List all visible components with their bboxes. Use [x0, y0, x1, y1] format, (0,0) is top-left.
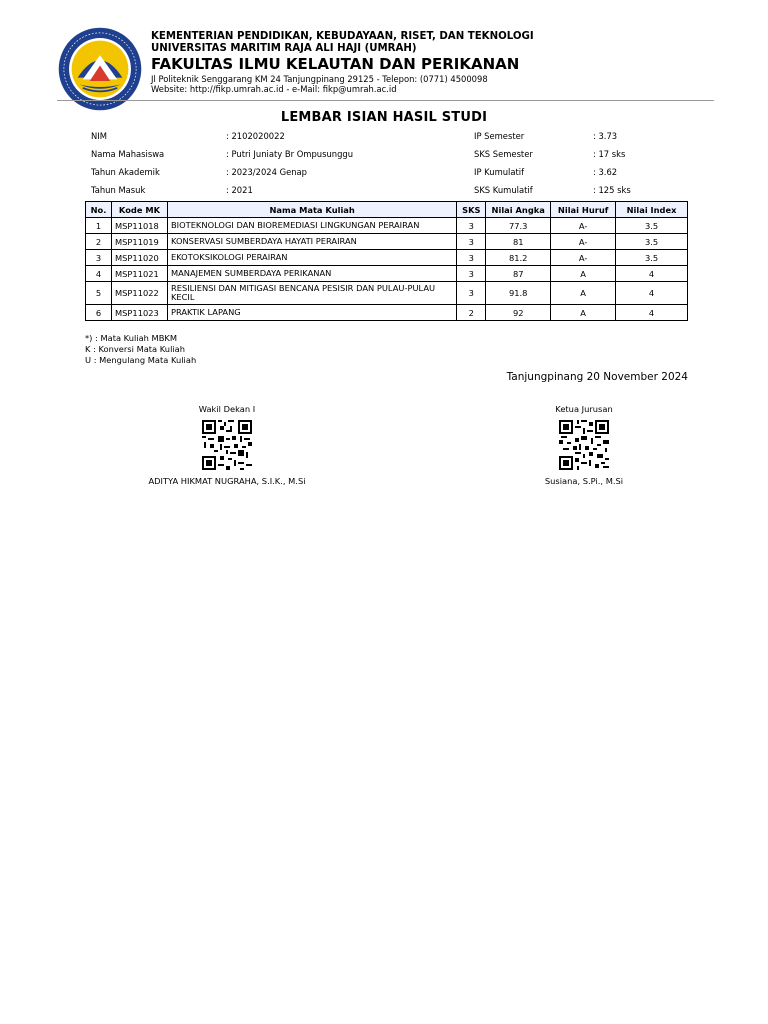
- cell-nilai-huruf: A-: [551, 234, 616, 250]
- sks-semester-value: : 17 sks: [593, 149, 626, 159]
- cell-kode-mk: MSP11019: [111, 234, 167, 250]
- website-line: Website: http://fikp.umrah.ac.id - e-Mail: fikp@umrah.ac.id: [151, 84, 397, 94]
- cell-no: 6: [86, 305, 112, 321]
- header-kode-mk: Kode MK: [111, 202, 167, 218]
- legend-notes: [85, 333, 196, 366]
- cell-nilai-angka: 77.3: [486, 218, 551, 234]
- table-row: [86, 234, 688, 250]
- name-label: Nama Mahasiswa: [91, 149, 165, 159]
- entry-year-value: : 2021: [226, 185, 253, 195]
- academic-year-value: : 2023/2024 Genap: [226, 167, 307, 177]
- grades-table: [85, 201, 688, 321]
- table-row: [86, 266, 688, 282]
- cell-nama-mata-kuliah: KONSERVASI SUMBERDAYA HAYATI PERAIRAN: [167, 234, 456, 250]
- cell-nilai-index: 4: [616, 305, 688, 321]
- cell-nilai-huruf: A-: [551, 250, 616, 266]
- sks-kumulatif-label: SKS Kumulatif: [474, 185, 533, 195]
- cell-sks: 3: [457, 218, 486, 234]
- ministry-name: KEMENTERIAN PENDIDIKAN, KEBUDAYAAN, RISET, DAN TEKNOLOGI: [151, 31, 534, 42]
- cell-kode-mk: MSP11020: [111, 250, 167, 266]
- nim-value: : 2102020022: [226, 131, 285, 141]
- signer-role-left: Wakil Dekan I: [198, 404, 256, 414]
- cell-nilai-index: 4: [616, 282, 688, 305]
- cell-kode-mk: MSP11021: [111, 266, 167, 282]
- qr-code-icon: [559, 420, 609, 470]
- note-mengulang: U : Mengulang Mata Kuliah: [85, 355, 197, 365]
- header-divider: [57, 100, 714, 101]
- cell-no: 1: [86, 218, 112, 234]
- cell-sks: 3: [457, 282, 486, 305]
- signer-name-left: ADITYA HIKMAT NUGRAHA, S.I.K., M.Si: [148, 476, 306, 486]
- cell-sks: 3: [457, 234, 486, 250]
- sks-kumulatif-value: : 125 sks: [593, 185, 631, 195]
- cell-kode-mk: MSP11023: [111, 305, 167, 321]
- cell-no: 5: [86, 282, 112, 305]
- cell-nilai-index: 4: [616, 266, 688, 282]
- header-no: No.: [86, 202, 112, 218]
- cell-nilai-angka: 87: [486, 266, 551, 282]
- student-info-left: [91, 131, 471, 201]
- cell-nilai-angka: 91.8: [486, 282, 551, 305]
- header-nilai-huruf: Nilai Huruf: [551, 202, 616, 218]
- table-header-row: [86, 202, 688, 218]
- cell-nilai-angka: 81.2: [486, 250, 551, 266]
- nim-label: NIM: [91, 131, 107, 141]
- student-info-right: [474, 131, 674, 201]
- table-row: [86, 218, 688, 234]
- place-and-date: Tanjungpinang 20 November 2024: [506, 371, 688, 383]
- name-value: : Putri Juniaty Br Ompusunggu: [226, 149, 354, 159]
- ip-kumulatif-value: : 3.62: [593, 167, 618, 177]
- qr-code-icon: [202, 420, 252, 470]
- signer-name-right: Susiana, S.Pi., M.Si: [544, 476, 624, 486]
- cell-nilai-index: 3.5: [616, 218, 688, 234]
- cell-kode-mk: MSP11022: [111, 282, 167, 305]
- cell-no: 2: [86, 234, 112, 250]
- university-name: UNIVERSITAS MARITIM RAJA ALI HAJI (UMRAH): [151, 43, 417, 54]
- cell-nilai-huruf: A: [551, 282, 616, 305]
- ip-semester-label: IP Semester: [474, 131, 525, 141]
- cell-nilai-huruf: A: [551, 305, 616, 321]
- letterhead: [151, 31, 731, 94]
- cell-nilai-angka: 81: [486, 234, 551, 250]
- cell-nilai-index: 3.5: [616, 234, 688, 250]
- table-row: [86, 282, 688, 305]
- cell-nama-mata-kuliah: PRAKTIK LAPANG: [167, 305, 456, 321]
- header-nilai-angka: Nilai Angka: [486, 202, 551, 218]
- ip-kumulatif-label: IP Kumulatif: [474, 167, 525, 177]
- cell-nama-mata-kuliah: RESILIENSI DAN MITIGASI BENCANA PESISIR DAN PULAU-PULAU KECIL: [167, 282, 456, 305]
- cell-sks: 2: [457, 305, 486, 321]
- academic-year-label: Tahun Akademik: [91, 167, 160, 177]
- page-title: LEMBAR ISIAN HASIL STUDI: [280, 110, 488, 125]
- address-line: Jl Politeknik Senggarang KM 24 Tanjungpinang 29125 - Telepon: (0771) 4500098: [151, 74, 488, 84]
- cell-nilai-angka: 92: [486, 305, 551, 321]
- cell-nilai-huruf: A: [551, 266, 616, 282]
- cell-no: 3: [86, 250, 112, 266]
- note-konversi: K : Konversi Mata Kuliah: [85, 344, 186, 354]
- signature-left: [127, 404, 327, 486]
- ip-semester-value: : 3.73: [593, 131, 618, 141]
- header-nilai-index: Nilai Index: [616, 202, 688, 218]
- entry-year-label: Tahun Masuk: [91, 185, 146, 195]
- cell-nilai-index: 3.5: [616, 250, 688, 266]
- table-row: [86, 305, 688, 321]
- note-mbkm: *) : Mata Kuliah MBKM: [85, 333, 177, 343]
- cell-kode-mk: MSP11018: [111, 218, 167, 234]
- cell-nama-mata-kuliah: BIOTEKNOLOGI DAN BIOREMEDIASI LINGKUNGAN PERAIRAN: [167, 218, 456, 234]
- signature-right: [484, 404, 684, 486]
- header-nama-mata-kuliah: Nama Mata Kuliah: [167, 202, 456, 218]
- sks-semester-label: SKS Semester: [474, 149, 533, 159]
- cell-nilai-huruf: A-: [551, 218, 616, 234]
- cell-nama-mata-kuliah: EKOTOKSIKOLOGI PERAIRAN: [167, 250, 456, 266]
- cell-sks: 3: [457, 266, 486, 282]
- faculty-name: FAKULTAS ILMU KELAUTAN DAN PERIKANAN: [151, 55, 520, 73]
- header-sks: SKS: [457, 202, 486, 218]
- cell-no: 4: [86, 266, 112, 282]
- table-row: [86, 250, 688, 266]
- cell-sks: 3: [457, 250, 486, 266]
- signer-role-right: Ketua Jurusan: [555, 404, 613, 414]
- cell-nama-mata-kuliah: MANAJEMEN SUMBERDAYA PERIKANAN: [167, 266, 456, 282]
